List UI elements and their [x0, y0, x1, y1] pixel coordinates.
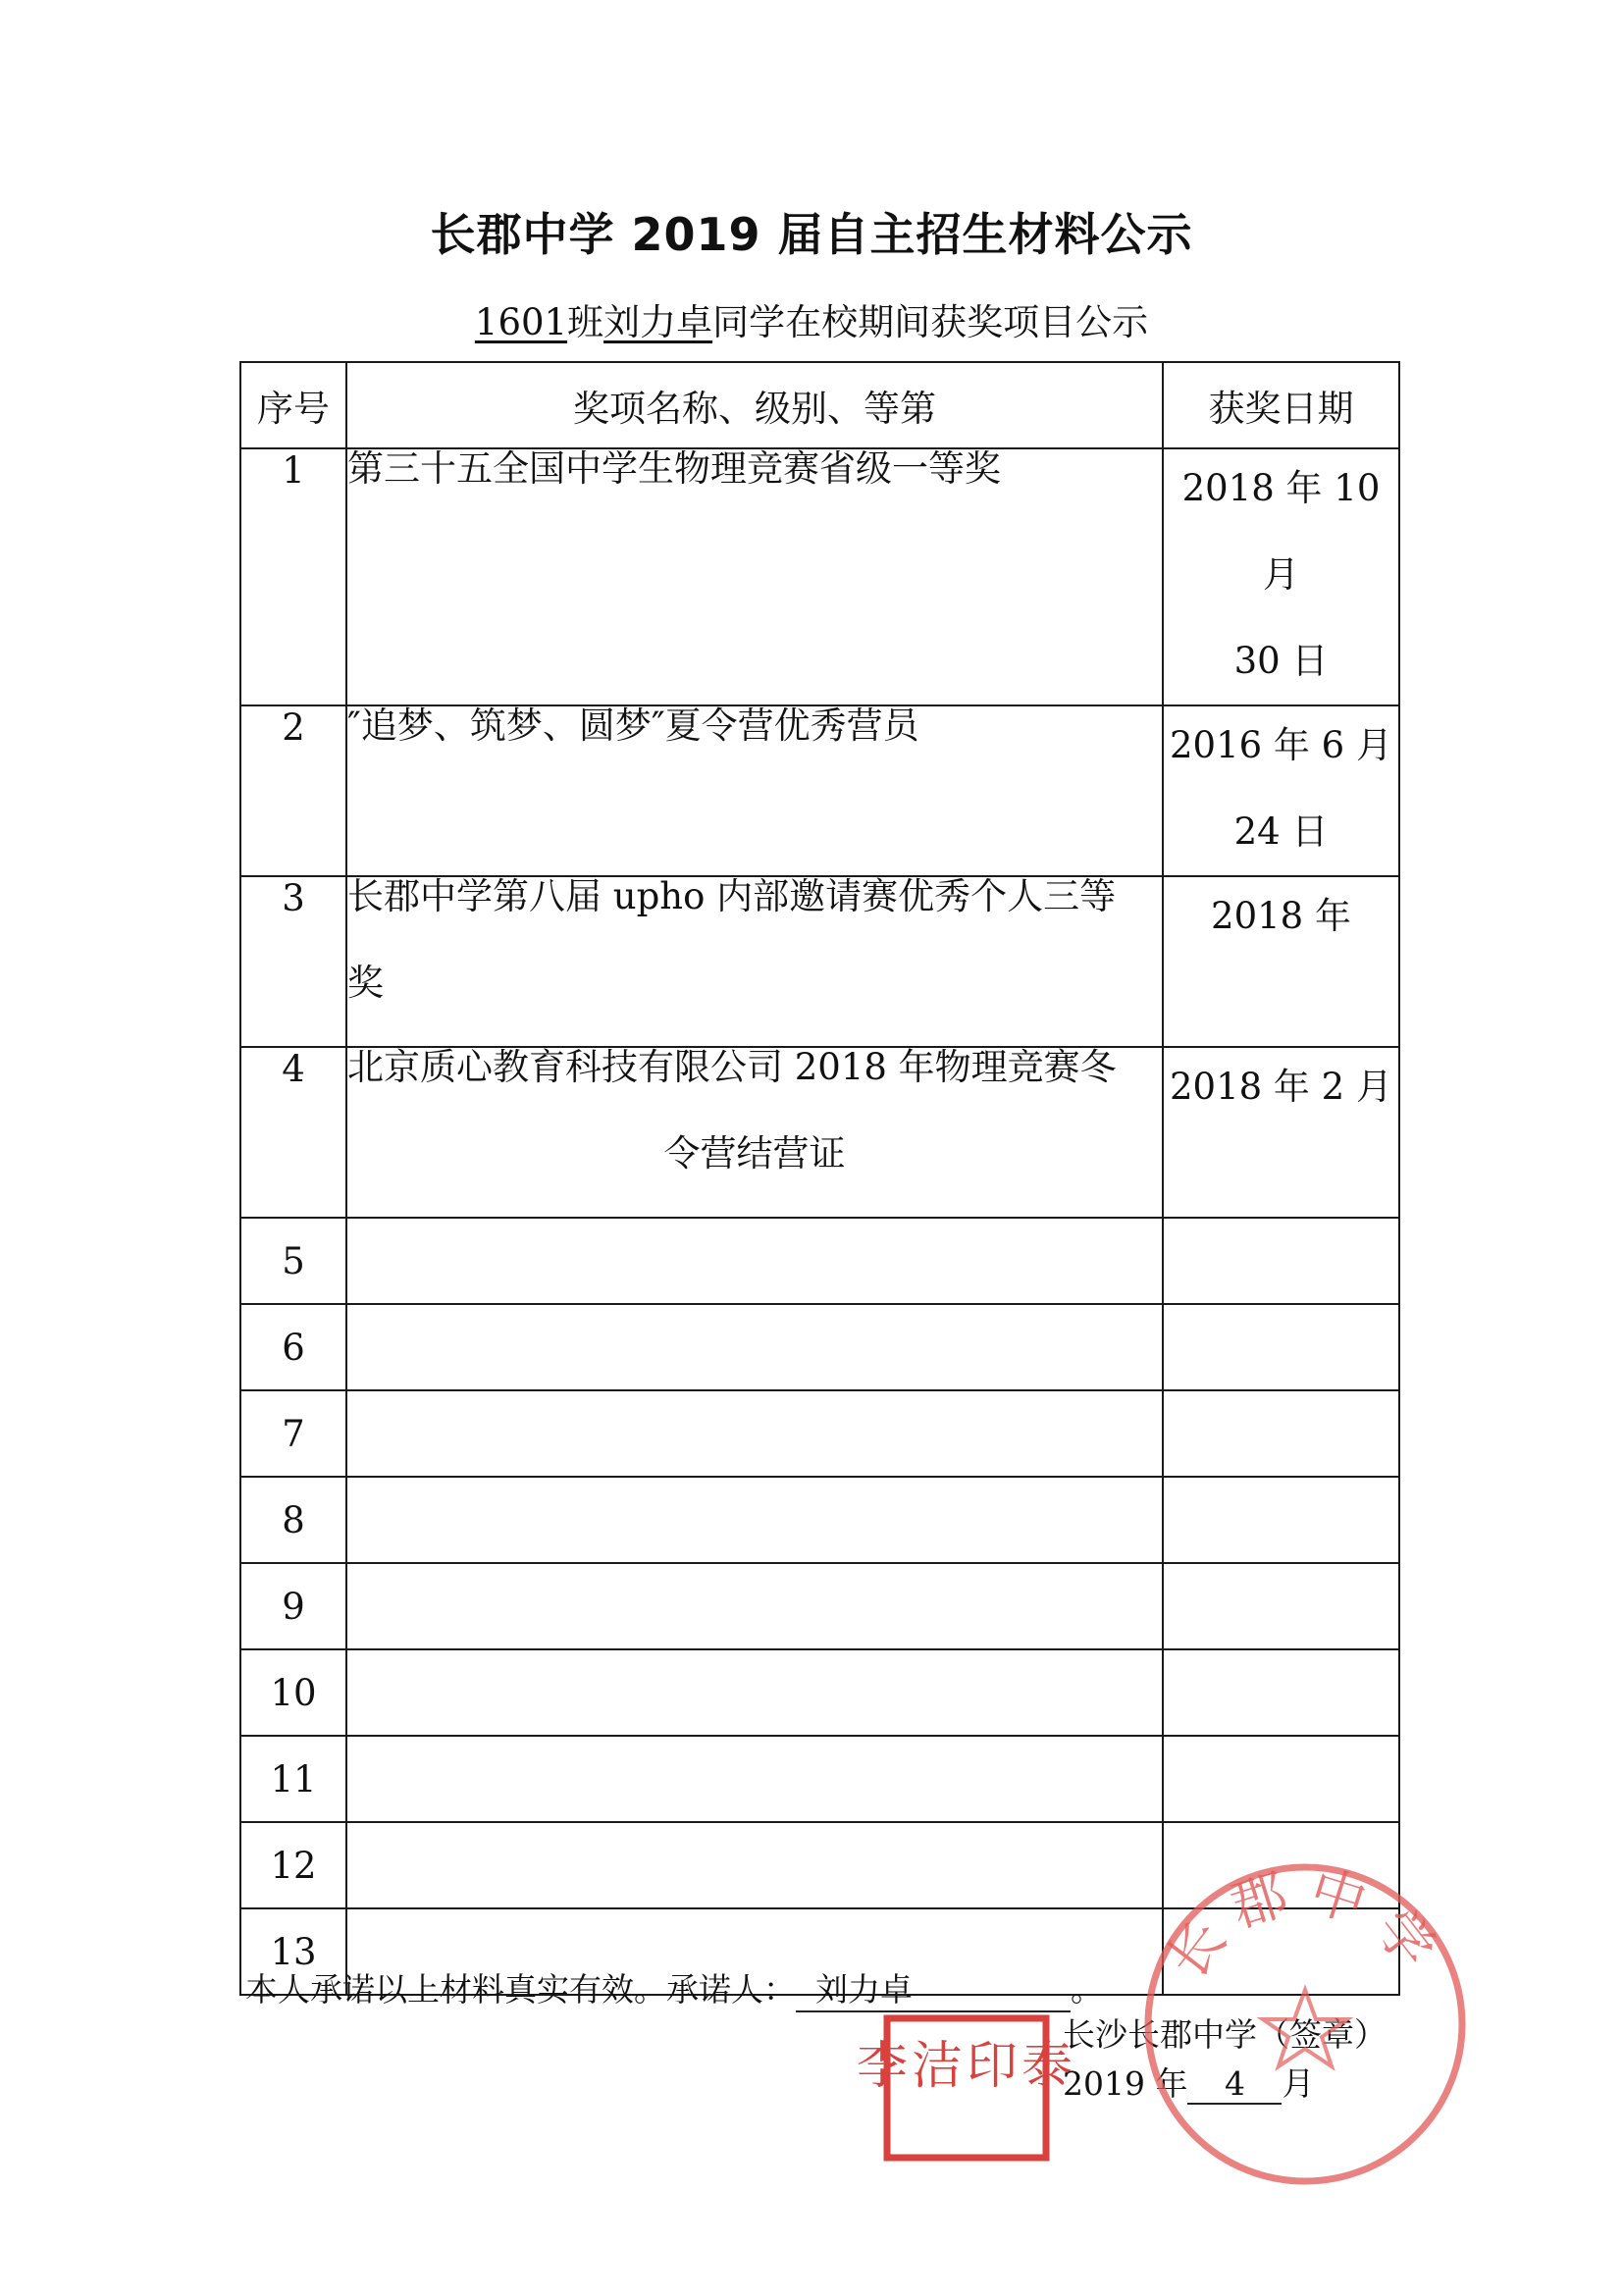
table-row	[240, 1649, 1399, 1736]
table-row	[240, 1390, 1399, 1477]
sign-month: 4	[1187, 2064, 1282, 2105]
school-round-seal	[1133, 1852, 1477, 2196]
award-name-cell	[346, 1563, 1163, 1649]
award-name-cell	[346, 1822, 1163, 1908]
award-date: 2018 年 10 月	[1181, 467, 1381, 596]
header-date: 获奖日期	[1163, 362, 1399, 448]
promise-statement	[245, 1964, 1103, 2012]
row-number: 11	[240, 1736, 346, 1822]
subtitle-rest: 同学在校期间获奖项目公示	[712, 301, 1149, 343]
award-name-cell	[346, 876, 1163, 1047]
award-name: ″追梦、筑梦、圆梦″夏令营优秀营员	[347, 704, 919, 747]
award-name-cell	[346, 705, 1163, 876]
row-number: 8	[240, 1477, 346, 1563]
award-name-cell	[346, 1304, 1163, 1390]
award-name: 北京质心教育科技有限公司 2018 年物理竞赛冬	[347, 1046, 1117, 1088]
table-row	[240, 1477, 1399, 1563]
row-number: 13	[240, 1908, 346, 1995]
row-number: 10	[240, 1649, 346, 1736]
table-row	[240, 1218, 1399, 1304]
table-row	[240, 1047, 1399, 1218]
table-row	[240, 1736, 1399, 1822]
header-name: 奖项名称、级别、等第	[346, 362, 1163, 448]
document-subtitle	[0, 292, 1623, 345]
award-name: 第三十五全国中学生物理竞赛省级一等奖	[347, 447, 1001, 490]
table-row	[240, 705, 1399, 876]
row-number: 6	[240, 1304, 346, 1390]
class-suffix: 班	[567, 301, 604, 343]
promise-end: 。	[1071, 1970, 1103, 2009]
table-row	[240, 1563, 1399, 1649]
student-name: 刘力卓	[603, 301, 713, 343]
award-date-cell	[1163, 705, 1399, 876]
row-number: 2	[240, 705, 346, 876]
award-date-cell	[1163, 1736, 1399, 1822]
award-date-cell	[1163, 1218, 1399, 1304]
round-seal-text: 长郡中学	[1155, 1858, 1455, 1992]
sign-year: 2019 年	[1063, 2064, 1188, 2103]
award-date: 2018 年	[1211, 895, 1351, 937]
table-row	[240, 1304, 1399, 1390]
award-name-continued: 令营结营证	[663, 1132, 846, 1174]
row-number: 1	[240, 448, 346, 705]
award-name-cell	[346, 1736, 1163, 1822]
award-name-cell	[346, 1218, 1163, 1304]
row-number: 12	[240, 1822, 346, 1908]
award-date-continued: 30 日	[1233, 640, 1329, 682]
award-date-cell	[1163, 1649, 1399, 1736]
header-no: 序号	[240, 362, 346, 448]
award-date-cell	[1163, 1563, 1399, 1649]
school-sign-label: 长沙长郡中学（签章）	[1063, 2015, 1387, 2054]
award-name: 长郡中学第八届 upho 内部邀请赛优秀个人三等	[347, 875, 1117, 917]
award-name-cell	[346, 1477, 1163, 1563]
award-name-cell	[346, 1649, 1163, 1736]
row-number: 9	[240, 1563, 346, 1649]
award-date-cell	[1163, 876, 1399, 1047]
square-seal-text: 李洁印泰	[856, 2037, 1077, 2096]
award-date-cell	[1163, 1390, 1399, 1477]
award-date: 2018 年 2 月	[1170, 1066, 1392, 1108]
award-date-cell	[1163, 1047, 1399, 1218]
table-row	[240, 876, 1399, 1047]
award-name-continued: 奖	[347, 962, 384, 1004]
class-number: 1601	[474, 301, 568, 343]
row-number: 3	[240, 876, 346, 1047]
svg-text:长郡中学	[1155, 1858, 1455, 1991]
award-date-cell	[1163, 448, 1399, 705]
award-name-cell	[346, 448, 1163, 705]
award-date-cell	[1163, 1477, 1399, 1563]
row-number: 7	[240, 1390, 346, 1477]
personal-square-seal	[856, 2014, 1077, 2162]
promiser-signature: 刘力卓	[796, 1964, 1071, 2012]
sign-month-unit: 月	[1282, 2064, 1315, 2103]
row-number: 4	[240, 1047, 346, 1218]
table-row	[240, 448, 1399, 705]
document-title: 长郡中学 2019 届自主招生材料公示	[430, 208, 1193, 261]
row-number: 5	[240, 1218, 346, 1304]
award-date: 2016 年 6 月	[1170, 724, 1392, 766]
award-name-cell	[346, 1390, 1163, 1477]
promise-text: 本人承诺以上材料真实有效。承诺人：	[245, 1970, 796, 2009]
award-date-cell	[1163, 1304, 1399, 1390]
awards-table	[239, 361, 1400, 1996]
award-name-cell	[346, 1047, 1163, 1218]
award-date-continued: 24 日	[1233, 810, 1329, 853]
